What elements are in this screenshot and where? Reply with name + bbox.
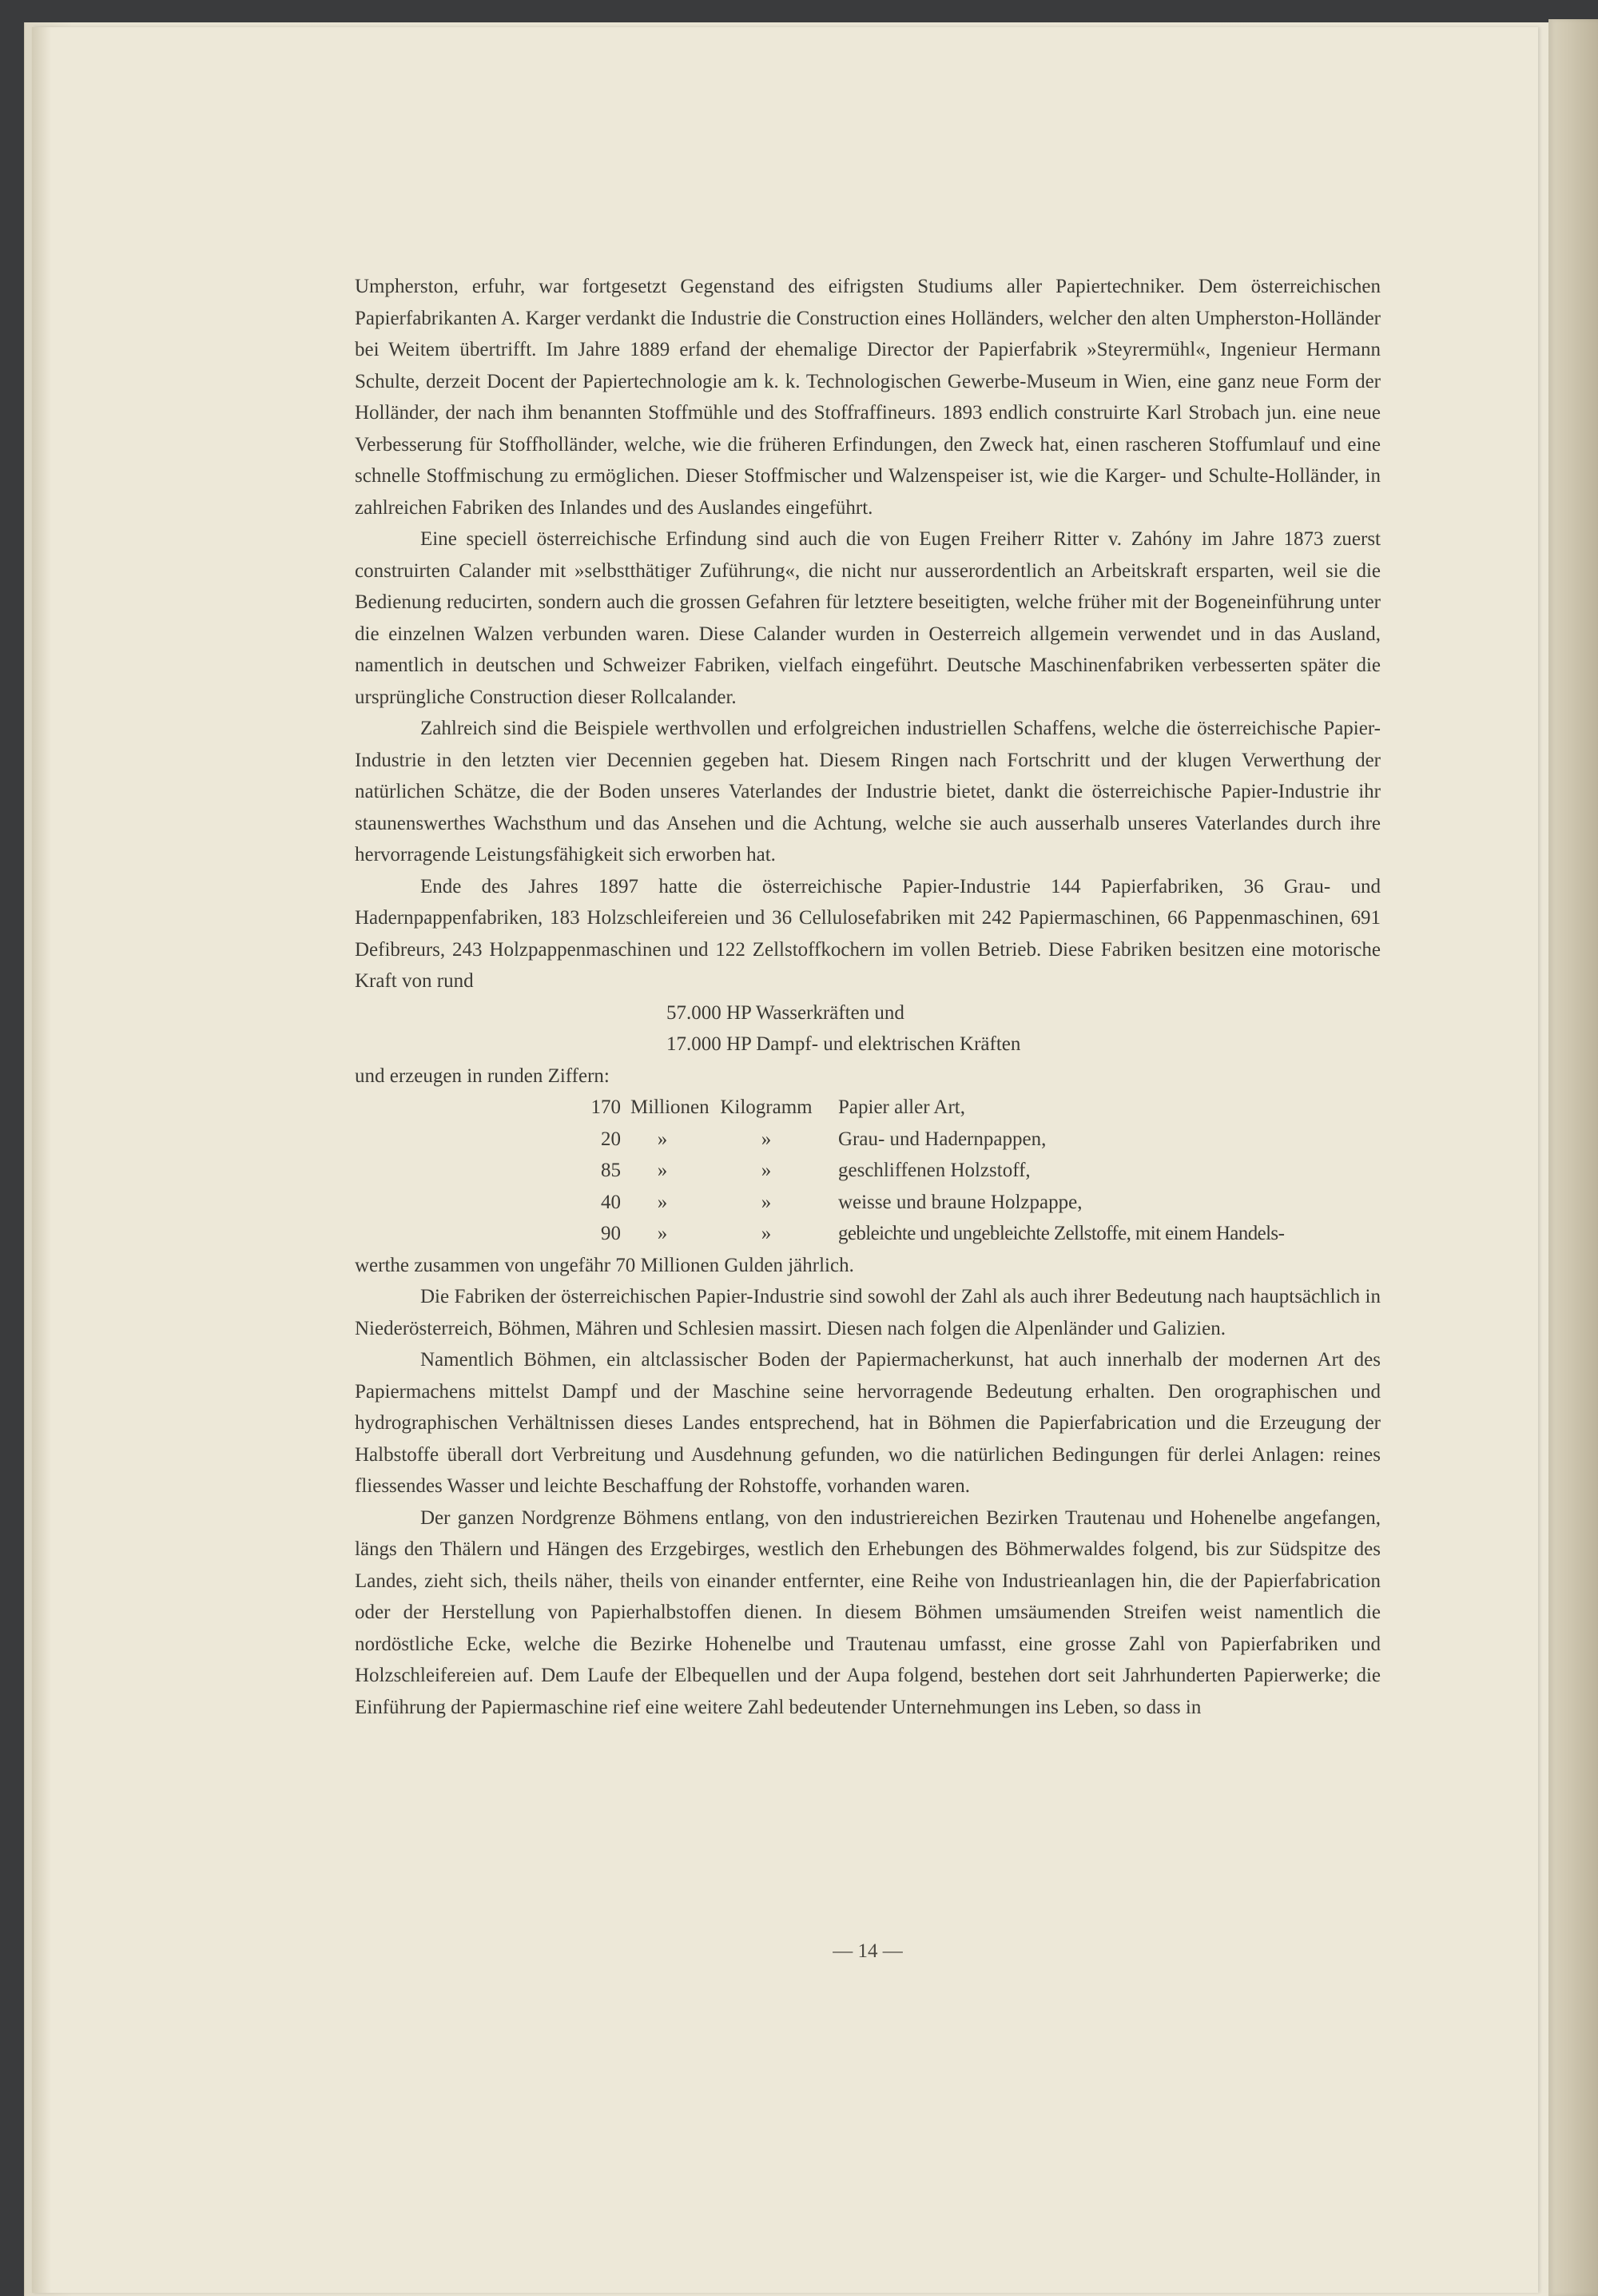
production-item: Grau- und Hadernpappen, xyxy=(838,1128,1047,1150)
production-row xyxy=(355,1124,1381,1156)
production-unit-kilogramm: » xyxy=(761,1223,772,1244)
production-row xyxy=(355,1187,1381,1219)
production-unit-millions: » xyxy=(657,1191,668,1213)
production-qty: 20 xyxy=(601,1128,621,1150)
production-unit-millions: » xyxy=(657,1128,668,1150)
production-table xyxy=(355,1092,1381,1250)
paragraph-2: Eine speciell österreichische Erfindung sind auch die von Eugen Freiherr Ritter v. Zahóny im Jahre 1873 zuerst construirten Calander mit »selbstthätiger Zuführung«, die nicht nur ausserordentlich an Arbeitskraft ersparten, weil sie die Bedienung reducirten, sondern auch die grossen Gefahren für letztere beseitigten, welche früher mit der Bogeneinführung unter die einzelnen Walzen verbunden waren. Diese Calander wurden in Oesterreich allgemein verwendet und in das Ausland, namentlich in deutschen und Schweizer Fabriken, vielfach eingeführt. Deutsche Maschinenfabriken verbesserten später die ursprüngliche Construction dieser Rollcalander. xyxy=(355,528,1381,708)
capacity-line-water: 57.000 HP Wasserkräften und xyxy=(666,1001,904,1024)
paragraph-4: Ende des Jahres 1897 hatte die österreichische Papier-Industrie 144 Papierfabriken, 36 Grau- und Hadernpappenfabriken, 183 Holzschleifereien und 36 Cellulosefabriken mit 242 Papiermaschinen, 66 Pappenmaschinen, 691 Defibreurs, 243 Holzpappenmaschinen und 122 Zellstoffkochern im vollen Betrieb. Diese Fabriken besitzen eine motorische Kraft von rund xyxy=(355,875,1381,992)
paragraph-6: Namentlich Böhmen, ein altclassischer Boden der Papiermacherkunst, hat auch innerhalb der modernen Art des Papiermachens mittelst Dampf und der Maschine seine hervorragende Bedeutung erhalten. Den orographischen und hydrographischen Verhältnissen dieses Landes entsprechend, hat in Böhmen die Papierfabrication und die Erzeugung der Halbstoffe überall dort Verbreitung und Ausdehnung gefunden, wo die natürlichen Bedingungen für derlei Anlagen: reines fliessendes Wasser und leichte Beschaffung der Rohstoffe, vorhanden waren. xyxy=(355,1349,1381,1497)
production-unit-millions: » xyxy=(657,1223,668,1244)
production-unit-millions: » xyxy=(657,1160,668,1181)
production-qty: 85 xyxy=(601,1160,621,1181)
paragraph-7: Der ganzen Nordgrenze Böhmens entlang, von den industriereichen Bezirken Trautenau und Hohenelbe angefangen, längs den Thälern und Hängen des Erzgebirges, westlich den Erhebungen des Böhmerwaldes folgend, bis zur Südspitze des Landes, zieht sich, theils näher, theils von einander entfernter, eine Reihe von Industrieanlagen hin, die der Papierfabrication oder der Herstellung von Papierhalbstoffen dienen. In diesem Böhmen umsäumenden Streifen weist namentlich die nordöstliche Ecke, welche die Bezirke Hohenelbe und Trautenau umfasst, eine grosse Zahl von Papierfabriken und Holzschleifereien auf. Dem Laufe der Elbequellen und der Aupa folgend, bestehen dort seit Jahrhunderten Papierwerke; die Einführung der Papiermaschine rief eine weitere Zahl bedeutender Unternehmungen ins Leben, so dass in xyxy=(355,1506,1381,1718)
production-unit-millions: Millionen xyxy=(630,1096,710,1118)
capacity-line-steam: 17.000 HP Dampf- und elektrischen Kräften xyxy=(666,1033,1021,1055)
page-edge xyxy=(1548,19,1598,2296)
production-unit-kilogramm: » xyxy=(761,1160,772,1181)
paragraph-1: Umpherston, erfuhr, war fortgesetzt Gegenstand des eifrigsten Studiums aller Papiertechniker. Dem österreichischen Papierfabrikanten A. Karger verdankt die Industrie die Construction eines Holländers, welcher den alten Umpherston-Holländer bei Weitem übertrifft. Im Jahre 1889 erfand der ehemalige Director der Papierfabrik »Steyrermühl«, Ingenieur Hermann Schulte, derzeit Docent der Papiertechnologie am k. k. Technologischen Gewerbe-Museum in Wien, eine ganz neue Form der Holländer, der nach ihm benannten Stoffmühle und des Stoffraffineurs. 1893 endlich construirte Karl Strobach jun. eine neue Verbesserung für Stoffholländer, welche, wie die früheren Erfindungen, den Zweck hat, einen rascheren Stoffumlauf und eine schnelle Stoffmischung zu ermöglichen. Dieser Stoffmischer und Walzenspeiser ist, wie die Karger- und Schulte-Holländer, in zahlreichen Fabriken des Inlandes und des Auslandes eingeführt. xyxy=(355,276,1381,519)
production-row xyxy=(355,1218,1381,1250)
production-outro: werthe zusammen von ungefähr 70 Millionen Gulden jährlich. xyxy=(355,1254,854,1276)
production-unit-kilogramm: Kilogramm xyxy=(720,1096,813,1118)
production-qty: 90 xyxy=(601,1223,621,1244)
production-qty: 40 xyxy=(601,1191,621,1213)
paragraph-5: Die Fabriken der österreichischen Papier-Industrie sind sowohl der Zahl als auch ihrer Bedeutung nach hauptsächlich in Niederösterreich, Böhmen, Mähren und Schlesien massirt. Diesen nach folgen die Alpenländer und Galizien. xyxy=(355,1286,1381,1339)
production-item: geschliffenen Holzstoff, xyxy=(838,1160,1031,1181)
production-intro: und erzeugen in runden Ziffern: xyxy=(355,1064,610,1087)
production-row xyxy=(355,1092,1381,1124)
production-row xyxy=(355,1155,1381,1187)
page-number: — 14 — xyxy=(833,1940,903,1962)
production-item: weisse und braune Holzpappe, xyxy=(838,1191,1083,1213)
production-item: Papier aller Art, xyxy=(838,1096,965,1118)
production-qty: 170 xyxy=(590,1096,621,1118)
body-text xyxy=(355,271,1381,1723)
production-unit-kilogramm: » xyxy=(761,1191,772,1213)
paragraph-3: Zahlreich sind die Beispiele werthvollen und erfolgreichen industriellen Schaffens, welche die österreichische Papier-Industrie in den letzten vier Decennien gegeben hat. Diesem Ringen nach Fortschritt und der klugen Verwerthung der natürlichen Schätze, die der Boden unseres Vaterlandes der Industrie bietet, dankt die österreichische Papier-Industrie ihr staunenswerthes Wachsthum und das Ansehen und die Achtung, welche sie auch ausserhalb unseres Vaterlandes durch ihre hervorragende Leistungsfähigkeit sich erworben hat. xyxy=(355,718,1381,865)
production-item: gebleichte und ungebleichte Zellstoffe, mit einem Handels- xyxy=(838,1223,1285,1244)
production-unit-kilogramm: » xyxy=(761,1128,772,1150)
